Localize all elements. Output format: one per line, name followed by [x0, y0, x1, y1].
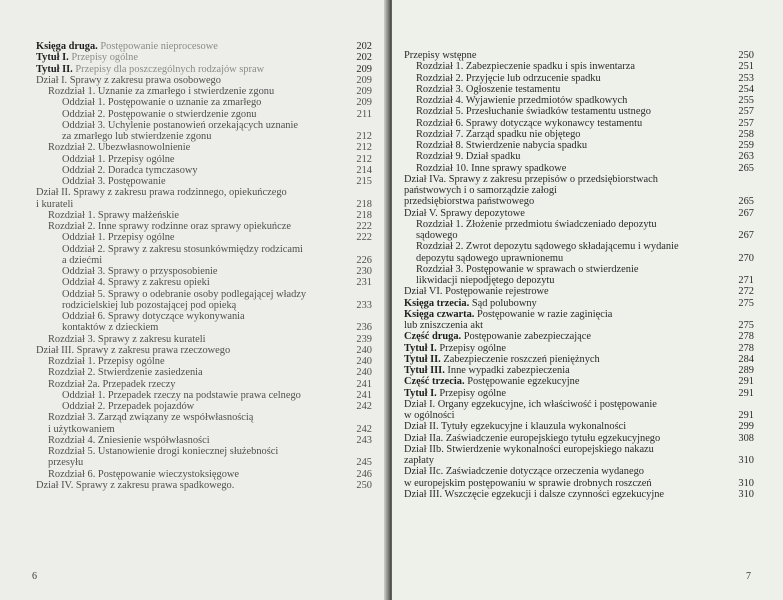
toc-entry — [36, 311, 372, 322]
toc-entry-title: Rozdział 5. Przesłuchanie świadków testamentu ustnego — [416, 106, 651, 118]
toc-entry-page: 245 — [356, 457, 372, 469]
toc-entry — [404, 208, 754, 219]
toc-entry-page: 310 — [738, 488, 754, 500]
toc-entry-title: w europejskim postępowaniu w sprawie drobnych roszczeń — [404, 477, 652, 489]
toc-left — [36, 41, 372, 491]
toc-entry-page: 271 — [738, 275, 754, 286]
toc-entry — [36, 446, 372, 457]
toc-entry-page: 226 — [356, 254, 372, 266]
toc-entry-page: 253 — [738, 72, 754, 84]
toc-entry — [404, 84, 754, 95]
toc-entry — [36, 322, 372, 333]
toc-entry — [36, 232, 372, 243]
toc-entry-page: 236 — [356, 322, 372, 334]
toc-entry — [36, 199, 372, 210]
toc-entry-kind: Tytuł I. — [404, 387, 437, 399]
toc-entry-page: 209 — [356, 74, 372, 86]
toc-entry — [36, 457, 372, 468]
toc-entry-title: Dział I. Organy egzekucyjne, ich właściwość i postępowanie — [404, 398, 657, 410]
toc-entry-title: Rozdział 3. Postępowanie w sprawach o stwierdzenie — [416, 263, 639, 275]
toc-entry — [404, 444, 754, 455]
toc-entry-page: 284 — [738, 353, 754, 365]
toc-entry — [36, 480, 372, 491]
toc-entry-kind: Księga trzecia. — [404, 297, 470, 309]
toc-entry — [404, 410, 754, 421]
toc-entry-title: Przepisy ogólne — [439, 387, 506, 399]
toc-entry-page: 230 — [356, 266, 372, 277]
toc-entry-title: Oddział 1. Przepadek rzeczy na podstawie prawa celnego — [62, 389, 301, 401]
toc-entry-title: Rozdział 3. Ogłoszenie testamentu — [416, 83, 561, 95]
toc-entry — [404, 421, 754, 432]
toc-entry-title: Przepisy ogólne — [71, 52, 138, 64]
toc-entry-title: Rozdział 2. Ubezwłasnowolnienie — [48, 142, 191, 154]
toc-entry-page: 215 — [356, 176, 372, 187]
toc-entry-title: Dział VI. Postępowanie rejestrowe — [404, 286, 549, 298]
toc-entry-title: Rozdział 1. Uznanie za zmarłego i stwierdzenie zgonu — [48, 86, 275, 97]
toc-entry-title: Rozdział 2. Przyjęcie lub odrzucenie spadku — [416, 72, 601, 84]
toc-entry-title: Rozdział 7. Zarząd spadku nie objętego — [416, 128, 581, 140]
toc-entry-page: 275 — [738, 297, 754, 309]
toc-entry-title: Dział II. Tytuły egzekucyjne i klauzula wykonalności — [404, 421, 627, 433]
toc-entry-title: Rozdział 2. Inne sprawy rodzinne oraz sprawy opiekuńcze — [48, 221, 291, 232]
toc-entry-title: Oddział 3. Sprawy o przysposobienie — [62, 266, 218, 277]
toc-entry — [404, 343, 754, 354]
toc-entry-title: Oddział 5. Sprawy o odebranie osoby podlegającej władzy — [62, 288, 307, 300]
toc-entry — [36, 142, 372, 153]
toc-entry — [36, 187, 372, 198]
toc-entry — [36, 379, 372, 390]
toc-entry-title: Rozdział 10. Inne sprawy spadkowe — [416, 162, 567, 174]
toc-entry — [36, 165, 372, 176]
toc-entry-title: a dziećmi — [62, 254, 103, 266]
toc-entry-title: i użytkowaniem — [48, 423, 115, 435]
toc-entry — [36, 41, 372, 52]
toc-entry-title: Oddział 2. Postępowanie o stwierdzenie zgonu — [62, 108, 257, 120]
toc-entry-page: 278 — [738, 331, 754, 343]
toc-entry — [404, 365, 754, 376]
toc-entry-page: 257 — [738, 117, 754, 129]
toc-entry — [36, 120, 372, 131]
toc-entry — [36, 334, 372, 345]
toc-entry-title: Dział IIc. Zaświadczenie dotyczące orzeczenia wydanego — [404, 466, 644, 478]
toc-entry — [36, 176, 372, 187]
toc-entry — [36, 221, 372, 232]
toc-entry — [404, 478, 754, 489]
toc-entry-page: 218 — [356, 198, 372, 210]
toc-entry-page: 222 — [356, 221, 372, 232]
toc-entry-page: 299 — [738, 421, 754, 433]
toc-entry-page: 263 — [738, 151, 754, 163]
toc-entry — [404, 331, 754, 342]
toc-entry-title: Rozdział 1. Złożenie przedmiotu świadczeniado depozytu — [416, 218, 657, 230]
toc-entry-title: Oddział 3. Uchylenie postanowień orzekających uznanie — [62, 119, 299, 131]
toc-entry — [36, 131, 372, 142]
toc-entry-kind: Część druga. — [404, 331, 462, 343]
left-page — [0, 0, 388, 600]
toc-entry — [404, 73, 754, 84]
toc-entry-kind: Księga druga. — [36, 41, 98, 52]
toc-entry-page: 275 — [738, 320, 754, 331]
toc-entry-title: Oddział 6. Sprawy dotyczące wykonywania — [62, 311, 245, 322]
toc-entry-title: przedsiębiorstwa państwowego — [404, 196, 535, 208]
toc-entry-title: Dział V. Sprawy depozytowe — [404, 207, 525, 219]
toc-entry-page: 291 — [738, 387, 754, 399]
toc-entry — [404, 253, 754, 264]
toc-entry — [36, 345, 372, 356]
toc-entry-page: 209 — [356, 63, 372, 75]
toc-entry-page: 270 — [738, 252, 754, 264]
toc-entry — [36, 412, 372, 423]
toc-entry-title: Dział IV. Sprawy z zakresu prawa spadkowego. — [36, 479, 235, 491]
toc-entry — [404, 388, 754, 399]
toc-entry-page: 212 — [356, 131, 372, 142]
page-number-right: 7 — [746, 571, 751, 582]
toc-entry — [404, 185, 754, 196]
toc-entry-title: Oddział 2. Sprawy z zakresu stosunkówmiędzy rodzicami — [62, 243, 303, 255]
toc-entry-title: państwowych i o samorządzie załogi — [404, 185, 557, 196]
toc-entry — [36, 210, 372, 221]
toc-entry-page: 308 — [738, 432, 754, 444]
toc-entry — [404, 174, 754, 185]
toc-entry-title: likwidacji niepodjętego depozytu — [416, 275, 555, 286]
toc-entry — [404, 230, 754, 241]
toc-entry — [36, 390, 372, 401]
toc-entry — [404, 50, 754, 61]
toc-entry — [404, 61, 754, 72]
toc-entry — [36, 154, 372, 165]
toc-entry-page: 212 — [356, 142, 372, 154]
toc-entry — [404, 489, 754, 500]
toc-entry-page: 212 — [356, 153, 372, 165]
toc-entry — [36, 300, 372, 311]
toc-entry — [404, 118, 754, 129]
toc-entry — [36, 356, 372, 367]
toc-entry-title: Dział I. Sprawy z zakresu prawa osobowego — [36, 74, 221, 86]
toc-entry-title: rodzicielskiej lub pozostającej pod opieką — [62, 299, 237, 311]
toc-entry — [36, 97, 372, 108]
toc-entry-page: 239 — [356, 333, 372, 345]
toc-entry-title: Dział II. Sprawy z zakresu prawa rodzinnego, opiekuńczego — [36, 187, 287, 199]
toc-entry — [404, 298, 754, 309]
toc-entry-title: Inne wypadki zabezpieczenia — [447, 365, 570, 376]
toc-entry-title: Rozdział 1. Sprawy małżeńskie — [48, 209, 179, 221]
toc-entry-title: Rozdział 9. Dział spadku — [416, 151, 521, 163]
toc-entry-page: 240 — [356, 367, 372, 379]
toc-entry — [404, 219, 754, 230]
toc-entry-title: Rozdział 6. Sprawy dotyczące wykonawcy testamentu — [416, 117, 643, 129]
toc-entry — [36, 435, 372, 446]
toc-entry — [36, 367, 372, 378]
page-number-left: 6 — [32, 571, 37, 582]
toc-entry-kind: Księga czwarta. — [404, 308, 475, 320]
toc-entry-page: 202 — [356, 41, 372, 52]
toc-entry-title: Dział IVa. Sprawy z zakresu przepisów o przedsiębiorstwach — [404, 173, 658, 185]
toc-entry — [404, 466, 754, 477]
toc-entry-title: Dział IIb. Stwierdzenie wykonalności europejskiego nakazu — [404, 443, 654, 455]
toc-entry-kind: Tytuł I. — [36, 52, 69, 64]
toc-entry — [404, 309, 754, 320]
toc-entry — [404, 354, 754, 365]
toc-entry-title: Postępowanie egzekucyjne — [467, 376, 580, 388]
toc-entry-page: 272 — [738, 286, 754, 298]
toc-entry — [404, 286, 754, 297]
toc-entry-title: sądowego — [416, 230, 458, 241]
toc-entry-title: Rozdział 5. Ustanowienie drogi koniecznej służebności — [48, 446, 279, 457]
toc-entry — [36, 266, 372, 277]
toc-entry-title: Dział III. Sprawy z zakresu prawa rzeczowego — [36, 344, 231, 356]
toc-entry — [404, 129, 754, 140]
toc-entry-kind: Tytuł II. — [36, 63, 73, 75]
toc-entry — [36, 109, 372, 120]
toc-entry — [36, 289, 372, 300]
toc-entry — [36, 75, 372, 86]
toc-entry-title: Postępowanie zabezpieczające — [463, 331, 591, 343]
toc-entry-page: 222 — [356, 232, 372, 244]
toc-entry — [36, 64, 372, 75]
toc-entry-page: 291 — [738, 410, 754, 421]
toc-entry-title: Oddział 2. Przepadek pojazdów — [62, 401, 195, 412]
toc-entry-page: 259 — [738, 140, 754, 151]
toc-entry — [404, 455, 754, 466]
toc-entry — [36, 401, 372, 412]
toc-entry-page: 218 — [356, 209, 372, 221]
toc-entry-page: 241 — [356, 378, 372, 390]
toc-entry-page: 254 — [738, 83, 754, 95]
toc-entry-title: Przepisy ogólne — [439, 342, 506, 354]
toc-entry-title: depozytu sądowego uprawnionemu — [416, 252, 564, 264]
toc-entry-title: Oddział 4. Sprawy z zakresu opieki — [62, 277, 210, 289]
toc-entry — [404, 140, 754, 151]
toc-entry — [36, 469, 372, 480]
toc-entry — [404, 241, 754, 252]
toc-entry — [404, 196, 754, 207]
toc-entry-page: 242 — [356, 423, 372, 435]
toc-entry-page: 240 — [356, 344, 372, 356]
toc-entry — [36, 277, 372, 288]
toc-entry-page: 251 — [738, 61, 754, 73]
toc-entry-title: Zabezpieczenie roszczeń pieniężnych — [443, 353, 600, 365]
toc-entry — [404, 399, 754, 410]
toc-entry-page: 258 — [738, 128, 754, 140]
toc-entry-title: Rozdział 2a. Przepadek rzeczy — [48, 378, 176, 390]
toc-entry-page: 243 — [356, 434, 372, 446]
toc-entry-page: 291 — [738, 376, 754, 388]
toc-entry-page: 250 — [356, 479, 372, 491]
toc-entry-kind: Tytuł I. — [404, 342, 437, 354]
toc-entry-title: lub zniszczenia akt — [404, 320, 484, 331]
toc-entry — [36, 52, 372, 63]
toc-entry-title: zapłaty — [404, 455, 434, 466]
toc-entry-page: 209 — [356, 97, 372, 109]
toc-entry-page: 231 — [356, 277, 372, 289]
toc-entry-title: Rozdział 3. Sprawy z zakresu kurateli — [48, 333, 206, 345]
toc-entry-title: Postępowanie nieprocesowe — [100, 41, 218, 52]
toc-entry-page: 211 — [356, 108, 372, 120]
toc-entry-title: Oddział 1. Przepisy ogólne — [62, 153, 175, 165]
toc-entry-title: Rozdział 1. Zabezpieczenie spadku i spis inwentarza — [416, 61, 635, 73]
toc-entry — [36, 424, 372, 435]
toc-entry-title: Rozdział 2. Zwrot depozytu sądowego składającemu i wydanie — [416, 241, 679, 253]
toc-entry-page: 265 — [738, 162, 754, 174]
toc-entry-page: 250 — [738, 50, 754, 61]
toc-entry-page: 240 — [356, 356, 372, 367]
toc-entry-title: Rozdział 3. Zarząd związany ze współwłasnością — [48, 412, 254, 424]
toc-entry-page: 214 — [356, 164, 372, 176]
toc-entry-page: 267 — [738, 207, 754, 219]
toc-entry — [404, 151, 754, 162]
toc-entry-title: i kurateli — [36, 198, 74, 210]
toc-entry-page: 257 — [738, 106, 754, 118]
toc-entry-page: 255 — [738, 95, 754, 106]
toc-entry-title: kontaktów z dzieckiem — [62, 322, 159, 334]
toc-entry-kind: Tytuł II. — [404, 353, 441, 365]
toc-entry-title: za zmarłego lub stwierdzenie zgonu — [62, 131, 212, 142]
toc-entry — [36, 255, 372, 266]
toc-right — [404, 50, 754, 500]
toc-entry-title: Dział IIa. Zaświadczenie europejskiego tytułu egzekucyjnego — [404, 432, 661, 444]
toc-entry — [404, 163, 754, 174]
toc-entry-kind: Tytuł III. — [404, 365, 445, 376]
right-page — [392, 0, 783, 600]
toc-entry — [404, 433, 754, 444]
toc-entry-title: Rozdział 4. Wyjawienie przedmiotów spadkowych — [416, 95, 628, 106]
toc-entry-title: Dział III. Wszczęcie egzekucji i dalsze czynności egzekucyjne — [404, 488, 665, 500]
toc-entry-title: Sąd polubowny — [471, 297, 537, 309]
toc-entry-title: Przepisy dla poszczególnych rodzajów spraw — [75, 63, 265, 75]
toc-entry — [36, 86, 372, 97]
toc-entry-page: 278 — [738, 342, 754, 354]
toc-entry-title: Rozdział 4. Zniesienie współwłasności — [48, 434, 210, 446]
toc-entry-title: Postępowanie w razie zaginięcia — [477, 308, 613, 320]
toc-entry-page: 267 — [738, 230, 754, 241]
toc-entry-page: 241 — [356, 389, 372, 401]
toc-entry-page: 246 — [356, 468, 372, 480]
toc-entry-title: Oddział 2. Doradca tymczasowy — [62, 164, 198, 176]
toc-entry-page: 242 — [356, 401, 372, 412]
toc-entry-page: 233 — [356, 299, 372, 311]
toc-entry — [404, 264, 754, 275]
toc-entry-page: 265 — [738, 196, 754, 208]
toc-entry-title: Oddział 1. Przepisy ogólne — [62, 232, 175, 244]
toc-entry-title: w ogólności — [404, 410, 455, 421]
toc-entry — [404, 275, 754, 286]
toc-entry — [404, 376, 754, 387]
toc-entry-page: 289 — [738, 365, 754, 376]
toc-entry-title: przesyłu — [48, 457, 84, 469]
toc-entry-title: Rozdział 1. Przepisy ogólne — [48, 356, 165, 367]
toc-entry-page: 202 — [356, 52, 372, 64]
toc-entry — [36, 244, 372, 255]
toc-entry-title: Rozdział 2. Stwierdzenie zasiedzenia — [48, 367, 203, 379]
toc-entry-title: Przepisy wstępne — [404, 50, 477, 61]
toc-entry — [404, 320, 754, 331]
toc-entry — [404, 95, 754, 106]
toc-entry-title: Oddział 3. Postępowanie — [62, 176, 166, 187]
toc-entry-page: 310 — [738, 477, 754, 489]
toc-entry-title: Rozdział 6. Postępowanie wieczystoksięgowe — [48, 468, 240, 480]
toc-entry — [404, 106, 754, 117]
toc-entry-kind: Część trzecia. — [404, 376, 465, 388]
toc-entry-title: Rozdział 8. Stwierdzenie nabycia spadku — [416, 140, 588, 151]
toc-entry-title: Oddział 1. Postępowanie o uznanie za zmarłego — [62, 97, 262, 109]
toc-entry-page: 209 — [356, 86, 372, 97]
toc-entry-page: 310 — [738, 455, 754, 466]
